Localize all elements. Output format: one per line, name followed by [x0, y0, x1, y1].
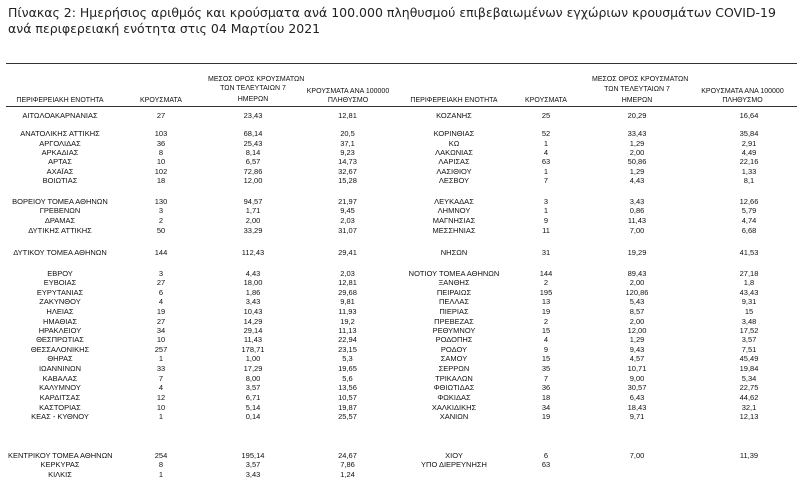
header-cases-right: ΚΡΟΥΣΜΑΤΑ [525, 97, 567, 104]
left-row-name-cell: ΑΡΚΑΔΙΑΣ [41, 148, 79, 157]
left-row-per100k-cell: 14,73 [338, 157, 357, 166]
right-row-per100k-cell: 45,49 [739, 354, 759, 363]
left-row-name-cell: ΚΕΝΤΡΙΚΟΥ ΤΟΜΕΑ ΑΘΗΝΩΝ [8, 451, 113, 460]
left-row-avg7-cell: 3,43 [245, 470, 261, 479]
right-row-name-cell: ΛΑΣΙΘΙΟΥ [436, 167, 472, 176]
right-row-avg7-cell: 1,29 [629, 167, 645, 176]
left-row-name-cell: ΗΜΑΘΙΑΣ [42, 317, 78, 326]
left-row-per100k-cell: 5,3 [342, 354, 353, 363]
left-row-name-cell: ΚΙΛΚΙΣ [48, 470, 72, 479]
right-row-avg7-cell: 11,43 [627, 216, 647, 225]
right-row-cases-cell: 9 [543, 216, 549, 225]
right-row-per100k-cell: 16,64 [739, 111, 759, 120]
right-row-per100k-cell: 8,1 [743, 176, 755, 185]
left-row-name-cell: ΖΑΚΥΝΘΟΥ [39, 297, 81, 306]
left-row-avg7-cell: 17,29 [243, 364, 263, 373]
right-row-name-cell: ΠΕΙΡΑΙΩΣ [436, 288, 472, 297]
left-row-per100k-cell: 11,93 [338, 307, 357, 316]
right-row-avg7-cell: 9,00 [629, 374, 645, 383]
left-row-avg7-cell: 5,14 [245, 403, 261, 412]
left-row-name-cell: ΘΕΣΠΡΩΤΙΑΣ [36, 335, 84, 344]
left-row-cases-cell: 6 [158, 288, 164, 297]
right-row-per100k-cell: 27,18 [739, 269, 759, 278]
right-row-avg7-cell: 30,57 [627, 383, 647, 392]
right-row-per100k-cell: 5,79 [741, 206, 757, 215]
left-row-cases-cell: 8 [158, 148, 164, 157]
left-row-per100k-cell: 12,81 [338, 278, 357, 287]
left-row-per100k-cell: 9,45 [340, 206, 355, 215]
right-row-cases-cell: 195 [539, 288, 553, 297]
left-row-per100k-cell: 25,57 [338, 412, 357, 421]
right-row-per100k-cell: 22,16 [739, 157, 759, 166]
header-per100k-right-2: ΠΛΗΘΥΣΜΟ [722, 97, 763, 104]
right-row-cases-cell: 13 [541, 297, 551, 306]
left-row-avg7-cell: 6,57 [245, 157, 261, 166]
right-row-per100k-cell: 12,13 [739, 412, 759, 421]
right-row-avg7-cell: 8,57 [629, 307, 645, 316]
header-rule [6, 106, 797, 107]
left-row-per100k-cell: 29,68 [338, 288, 357, 297]
right-row-per100k-cell: 19,84 [739, 364, 759, 373]
right-row-name-cell: ΚΟΡΙΝΘΙΑΣ [433, 129, 475, 138]
left-row-name-cell: ΗΡΑΚΛΕΙΟΥ [38, 326, 82, 335]
left-row-cases-cell: 7 [158, 374, 164, 383]
left-row-name-cell: ΑΡΤΑΣ [48, 157, 72, 166]
header-avg-right-2: ΤΩΝ ΤΕΛΕΥΤΑΙΩΝ 7 [604, 86, 670, 93]
right-row-name-cell: ΛΕΥΚΑΔΑΣ [434, 197, 474, 206]
left-row-name-cell: ΕΥΡΥΤΑΝΙΑΣ [36, 288, 84, 297]
left-row-per100k-cell: 19,87 [338, 403, 357, 412]
right-row-cases-cell: 19 [541, 412, 551, 421]
right-row-cases-cell: 3 [543, 197, 549, 206]
left-row-cases-cell: 27 [156, 317, 166, 326]
right-row-avg7-cell: 33,43 [627, 129, 647, 138]
right-row-name-cell: ΚΟΖΑΝΗΣ [436, 111, 472, 120]
right-row-avg7-cell: 2,00 [629, 148, 645, 157]
right-row-avg7-cell: 2,00 [629, 278, 645, 287]
right-row-cases-cell: 52 [541, 129, 551, 138]
right-row-name-cell: ΦΘΙΩΤΙΔΑΣ [433, 383, 475, 392]
right-row-cases-cell: 36 [541, 383, 551, 392]
left-row-cases-cell: 27 [156, 278, 166, 287]
left-row-avg7-cell: 8,00 [245, 374, 261, 383]
right-row-per100k-cell: 4,49 [741, 148, 757, 157]
left-row-name-cell: ΚΑΒΑΛΑΣ [42, 374, 78, 383]
right-row-per100k-cell: 12,66 [739, 197, 759, 206]
right-row-name-cell: ΝΗΣΩΝ [440, 248, 468, 257]
right-row-per100k-cell: 9,31 [741, 297, 757, 306]
left-row-cases-cell: 8 [158, 460, 164, 469]
left-row-cases-cell: 254 [154, 451, 168, 460]
left-row-name-cell: ΑΧΑΪΑΣ [46, 167, 74, 176]
right-row-name-cell: ΡΟΔΟΠΗΣ [435, 335, 473, 344]
left-row-cases-cell: 102 [154, 167, 168, 176]
right-row-avg7-cell: 0,86 [629, 206, 645, 215]
left-row-name-cell: ΔΥΤΙΚΗΣ ΑΤΤΙΚΗΣ [28, 226, 92, 235]
left-row-avg7-cell: 18,00 [243, 278, 263, 287]
right-row-per100k-cell: 41,53 [739, 248, 759, 257]
left-row-cases-cell: 130 [154, 197, 168, 206]
left-row-per100k-cell: 31,07 [338, 226, 357, 235]
right-row-name-cell: ΡΟΔΟΥ [440, 345, 468, 354]
left-row-cases-cell: 1 [158, 412, 164, 421]
left-row-avg7-cell: 1,86 [245, 288, 261, 297]
left-row-per100k-cell: 11,13 [338, 326, 357, 335]
right-row-per100k-cell: 15 [744, 307, 754, 316]
left-row-per100k-cell: 19,2 [340, 317, 355, 326]
right-row-per100k-cell: 6,68 [741, 226, 757, 235]
left-row-avg7-cell: 4,43 [245, 269, 261, 278]
left-row-cases-cell: 4 [158, 383, 164, 392]
right-row-avg7-cell: 3,43 [629, 197, 645, 206]
right-row-cases-cell: 2 [543, 317, 549, 326]
right-row-per100k-cell: 44,62 [739, 393, 759, 402]
left-row-avg7-cell: 6,71 [245, 393, 261, 402]
left-row-name-cell: ΚΑΣΤΟΡΙΑΣ [39, 403, 81, 412]
header-region-right: ΠΕΡΙΦΕΡΕΙΑΚΗ ΕΝΟΤΗΤΑ [410, 97, 498, 104]
right-row-cases-cell: 7 [543, 176, 549, 185]
right-row-cases-cell: 1 [543, 139, 549, 148]
right-row-avg7-cell: 120,86 [625, 288, 649, 297]
right-row-name-cell: ΞΑΝΘΗΣ [438, 278, 470, 287]
left-row-cases-cell: 1 [158, 470, 164, 479]
left-row-name-cell: ΘΕΣΣΑΛΟΝΙΚΗΣ [30, 345, 90, 354]
left-row-cases-cell: 36 [156, 139, 166, 148]
left-row-cases-cell: 27 [156, 111, 166, 120]
left-row-per100k-cell: 9,23 [340, 148, 355, 157]
right-row-name-cell: ΧΙΟΥ [445, 451, 463, 460]
right-row-name-cell: ΡΕΘΥΜΝΟΥ [432, 326, 476, 335]
right-row-cases-cell: 18 [541, 393, 551, 402]
left-row-name-cell: ΘΗΡΑΣ [47, 354, 73, 363]
right-row-name-cell: ΠΙΕΡΙΑΣ [439, 307, 469, 316]
left-row-avg7-cell: 8,14 [245, 148, 261, 157]
left-row-cases-cell: 10 [156, 335, 166, 344]
header-avg-left-2: ΤΩΝ ΤΕΛΕΥΤΑΙΩΝ 7 [220, 85, 286, 92]
left-row-per100k-cell: 5,6 [342, 374, 353, 383]
right-row-cases-cell: 4 [543, 335, 549, 344]
table-title: Πίνακας 2: Ημερήσιος αριθμός και κρούσματα ανά 100.000 πληθυσμού επιβεβαιωμένων εγχώριων κρουσμάτων COVID-19 ανά περιφερειακή ενότητα στις 04 Μαρτίου 2021 [8, 5, 776, 36]
left-row-avg7-cell: 25,43 [243, 139, 263, 148]
right-row-name-cell: ΛΑΚΩΝΙΑΣ [435, 148, 473, 157]
left-row-name-cell: ΚΕΑΣ - ΚΥΘΝΟΥ [31, 412, 89, 421]
right-row-cases-cell: 15 [541, 326, 551, 335]
left-row-avg7-cell: 195,14 [241, 451, 265, 460]
right-row-cases-cell: 7 [543, 374, 549, 383]
right-row-per100k-cell: 17,52 [739, 326, 759, 335]
right-row-cases-cell: 35 [541, 364, 551, 373]
right-row-avg7-cell: 18,43 [627, 403, 647, 412]
right-row-avg7-cell: 9,71 [629, 412, 645, 421]
right-row-avg7-cell: 9,43 [629, 345, 645, 354]
left-row-cases-cell: 33 [156, 364, 166, 373]
left-row-name-cell: ΚΑΛΥΜΝΟΥ [39, 383, 81, 392]
left-row-cases-cell: 257 [154, 345, 168, 354]
right-row-name-cell: ΜΕΣΣΗΝΙΑΣ [432, 226, 476, 235]
header-per100k-left-1: ΚΡΟΥΣΜΑΤΑ ΑΝΑ 100000 [306, 88, 390, 95]
left-row-name-cell: ΑΝΑΤΟΛΙΚΗΣ ΑΤΤΙΚΗΣ [20, 129, 100, 138]
right-row-per100k-cell: 43,43 [739, 288, 759, 297]
left-row-avg7-cell: 72,86 [243, 167, 263, 176]
header-avg-left-3: ΗΜΕΡΩΝ [237, 96, 269, 103]
top-rule [6, 63, 797, 64]
header-avg-left-1: ΜΕΣΟΣ ΟΡΟΣ ΚΡΟΥΣΜΑΤΩΝ [208, 76, 305, 83]
right-row-per100k-cell: 1,33 [741, 167, 757, 176]
right-row-name-cell: ΛΕΣΒΟΥ [438, 176, 470, 185]
left-row-cases-cell: 10 [156, 157, 166, 166]
left-row-avg7-cell: 94,57 [243, 197, 263, 206]
right-row-cases-cell: 1 [543, 206, 549, 215]
left-row-per100k-cell: 1,24 [340, 470, 355, 479]
left-row-cases-cell: 3 [158, 269, 164, 278]
right-row-name-cell: ΛΗΜΝΟΥ [437, 206, 471, 215]
left-row-avg7-cell: 0,14 [245, 412, 261, 421]
left-row-per100k-cell: 7,86 [340, 460, 355, 469]
right-row-name-cell: ΜΑΓΝΗΣΙΑΣ [432, 216, 476, 225]
left-row-avg7-cell: 11,43 [243, 335, 263, 344]
header-cases-left: ΚΡΟΥΣΜΑΤΑ [140, 97, 182, 104]
left-row-name-cell: ΒΟΡΕΙΟΥ ΤΟΜΕΑ ΑΘΗΝΩΝ [12, 197, 108, 206]
right-row-avg7-cell: 1,29 [629, 139, 645, 148]
left-row-name-cell: ΕΒΡΟΥ [47, 269, 73, 278]
left-row-per100k-cell: 15,28 [338, 176, 357, 185]
right-row-cases-cell: 63 [541, 460, 551, 469]
left-row-cases-cell: 12 [156, 393, 166, 402]
left-row-cases-cell: 103 [154, 129, 168, 138]
left-row-name-cell: ΑΙΤΩΛΟΑΚΑΡΝΑΝΙΑΣ [22, 111, 98, 120]
left-row-per100k-cell: 23,15 [338, 345, 357, 354]
header-per100k-right-1: ΚΡΟΥΣΜΑΤΑ ΑΝΑ 100000 [701, 88, 784, 95]
left-row-name-cell: ΚΑΡΔΙΤΣΑΣ [39, 393, 81, 402]
left-row-per100k-cell: 10,57 [338, 393, 357, 402]
left-row-name-cell: ΒΟΙΩΤΙΑΣ [42, 176, 78, 185]
right-row-cases-cell: 63 [541, 157, 551, 166]
right-row-cases-cell: 1 [543, 167, 549, 176]
left-row-name-cell: ΑΡΓΟΛΙΔΑΣ [39, 139, 81, 148]
right-row-name-cell: ΧΑΛΚΙΔΙΚΗΣ [431, 403, 477, 412]
right-row-name-cell: ΝΟΤΙΟΥ ΤΟΜΕΑ ΑΘΗΝΩΝ [408, 269, 500, 278]
left-row-per100k-cell: 22,94 [338, 335, 357, 344]
header-per100k-left-2: ΠΛΗΘΥΣΜΟ [327, 97, 369, 104]
right-row-avg7-cell: 4,43 [629, 176, 645, 185]
left-row-avg7-cell: 14,29 [243, 317, 263, 326]
right-row-avg7-cell: 19,29 [627, 248, 647, 257]
left-row-per100k-cell: 9,81 [340, 297, 355, 306]
left-row-cases-cell: 10 [156, 403, 166, 412]
right-row-avg7-cell: 1,29 [629, 335, 645, 344]
left-row-per100k-cell: 37,1 [340, 139, 355, 148]
left-row-name-cell: ΚΕΡΚΥΡΑΣ [40, 460, 80, 469]
right-row-per100k-cell: 5,34 [741, 374, 757, 383]
right-row-per100k-cell: 2,91 [741, 139, 757, 148]
right-row-name-cell: ΠΕΛΛΑΣ [438, 297, 470, 306]
right-row-name-cell: ΦΩΚΙΔΑΣ [437, 393, 471, 402]
right-row-name-cell: ΚΩ [448, 139, 460, 148]
right-row-per100k-cell: 4,74 [741, 216, 757, 225]
right-row-per100k-cell: 1,8 [743, 278, 755, 287]
header-avg-right-1: ΜΕΣΟΣ ΟΡΟΣ ΚΡΟΥΣΜΑΤΩΝ [592, 76, 689, 83]
left-row-per100k-cell: 12,81 [338, 111, 357, 120]
right-row-cases-cell: 9 [543, 345, 549, 354]
left-row-cases-cell: 18 [156, 176, 166, 185]
left-row-cases-cell: 50 [156, 226, 166, 235]
right-row-per100k-cell: 3,57 [741, 335, 757, 344]
right-row-name-cell: ΠΡΕΒΕΖΑΣ [434, 317, 474, 326]
right-row-cases-cell: 2 [543, 278, 549, 287]
right-row-cases-cell: 31 [541, 248, 551, 257]
left-row-avg7-cell: 3,57 [245, 460, 261, 469]
right-row-per100k-cell: 32,1 [741, 403, 757, 412]
right-row-name-cell: ΤΡΙΚΑΛΩΝ [435, 374, 473, 383]
right-row-per100k-cell: 35,84 [739, 129, 759, 138]
right-row-cases-cell: 15 [541, 354, 551, 363]
right-row-cases-cell: 34 [541, 403, 551, 412]
right-row-avg7-cell: 6,43 [629, 393, 645, 402]
left-row-cases-cell: 34 [156, 326, 166, 335]
left-row-name-cell: ΗΛΕΙΑΣ [46, 307, 74, 316]
left-row-per100k-cell: 2,03 [340, 216, 355, 225]
right-row-name-cell: ΣΑΜΟΥ [440, 354, 468, 363]
left-row-name-cell: ΔΥΤΙΚΟΥ ΤΟΜΕΑ ΑΘΗΝΩΝ [13, 248, 107, 257]
right-row-avg7-cell: 5,43 [629, 297, 645, 306]
right-row-name-cell: ΥΠΟ ΔΙΕΡΕΥΝΗΣΗ [421, 460, 487, 469]
right-row-avg7-cell: 10,71 [627, 364, 647, 373]
right-row-avg7-cell: 4,57 [629, 354, 645, 363]
right-row-avg7-cell: 20,29 [627, 111, 647, 120]
header-region-left: ΠΕΡΙΦΕΡΕΙΑΚΗ ΕΝΟΤΗΤΑ [16, 97, 104, 104]
left-row-name-cell: ΕΥΒΟΙΑΣ [43, 278, 77, 287]
right-row-cases-cell: 4 [543, 148, 549, 157]
right-row-cases-cell: 6 [543, 451, 549, 460]
left-row-cases-cell: 1 [158, 354, 164, 363]
right-row-name-cell: ΛΑΡΙΣΑΣ [438, 157, 470, 166]
right-row-avg7-cell: 12,00 [627, 326, 647, 335]
left-row-avg7-cell: 178,71 [241, 345, 265, 354]
left-row-avg7-cell: 33,29 [243, 226, 263, 235]
right-row-cases-cell: 25 [541, 111, 551, 120]
right-row-avg7-cell: 2,00 [629, 317, 645, 326]
left-row-avg7-cell: 3,43 [245, 297, 261, 306]
left-row-per100k-cell: 20,5 [340, 129, 355, 138]
right-row-name-cell: ΣΕΡΡΩΝ [438, 364, 470, 373]
left-row-per100k-cell: 2,03 [340, 269, 355, 278]
left-row-avg7-cell: 1,00 [245, 354, 261, 363]
left-row-avg7-cell: 112,43 [241, 248, 265, 257]
right-row-per100k-cell: 7,51 [741, 345, 757, 354]
right-row-cases-cell: 144 [539, 269, 553, 278]
right-row-per100k-cell: 3,48 [741, 317, 757, 326]
left-row-avg7-cell: 10,43 [243, 307, 263, 316]
left-row-avg7-cell: 2,00 [245, 216, 261, 225]
left-row-avg7-cell: 12,00 [243, 176, 263, 185]
left-row-avg7-cell: 1,71 [245, 206, 261, 215]
right-row-cases-cell: 19 [541, 307, 551, 316]
header-avg-right-3: ΗΜΕΡΩΝ [621, 97, 653, 104]
left-row-per100k-cell: 32,67 [338, 167, 357, 176]
right-row-name-cell: ΧΑΝΙΩΝ [439, 412, 469, 421]
left-row-cases-cell: 19 [156, 307, 166, 316]
right-row-avg7-cell: 89,43 [627, 269, 647, 278]
left-row-cases-cell: 3 [158, 206, 164, 215]
left-row-name-cell: ΓΡΕΒΕΝΩΝ [39, 206, 81, 215]
left-row-avg7-cell: 3,57 [245, 383, 261, 392]
right-row-per100k-cell: 22,75 [739, 383, 759, 392]
left-row-cases-cell: 144 [154, 248, 168, 257]
left-row-cases-cell: 2 [158, 216, 164, 225]
left-row-avg7-cell: 23,43 [243, 111, 263, 120]
left-row-name-cell: ΙΩΑΝΝΙΝΩΝ [38, 364, 82, 373]
left-row-name-cell: ΔΡΑΜΑΣ [44, 216, 76, 225]
left-row-per100k-cell: 29,41 [338, 248, 357, 257]
left-row-per100k-cell: 21,97 [338, 197, 357, 206]
right-row-avg7-cell: 7,00 [629, 451, 645, 460]
left-row-per100k-cell: 13,56 [338, 383, 357, 392]
left-row-avg7-cell: 29,14 [243, 326, 263, 335]
left-row-per100k-cell: 24,67 [338, 451, 357, 460]
left-row-cases-cell: 4 [158, 297, 164, 306]
right-row-avg7-cell: 50,86 [627, 157, 647, 166]
left-row-avg7-cell: 68,14 [243, 129, 263, 138]
right-row-avg7-cell: 7,00 [629, 226, 645, 235]
left-row-per100k-cell: 19,65 [338, 364, 357, 373]
right-row-cases-cell: 11 [542, 226, 550, 235]
right-row-per100k-cell: 11,39 [739, 451, 759, 460]
